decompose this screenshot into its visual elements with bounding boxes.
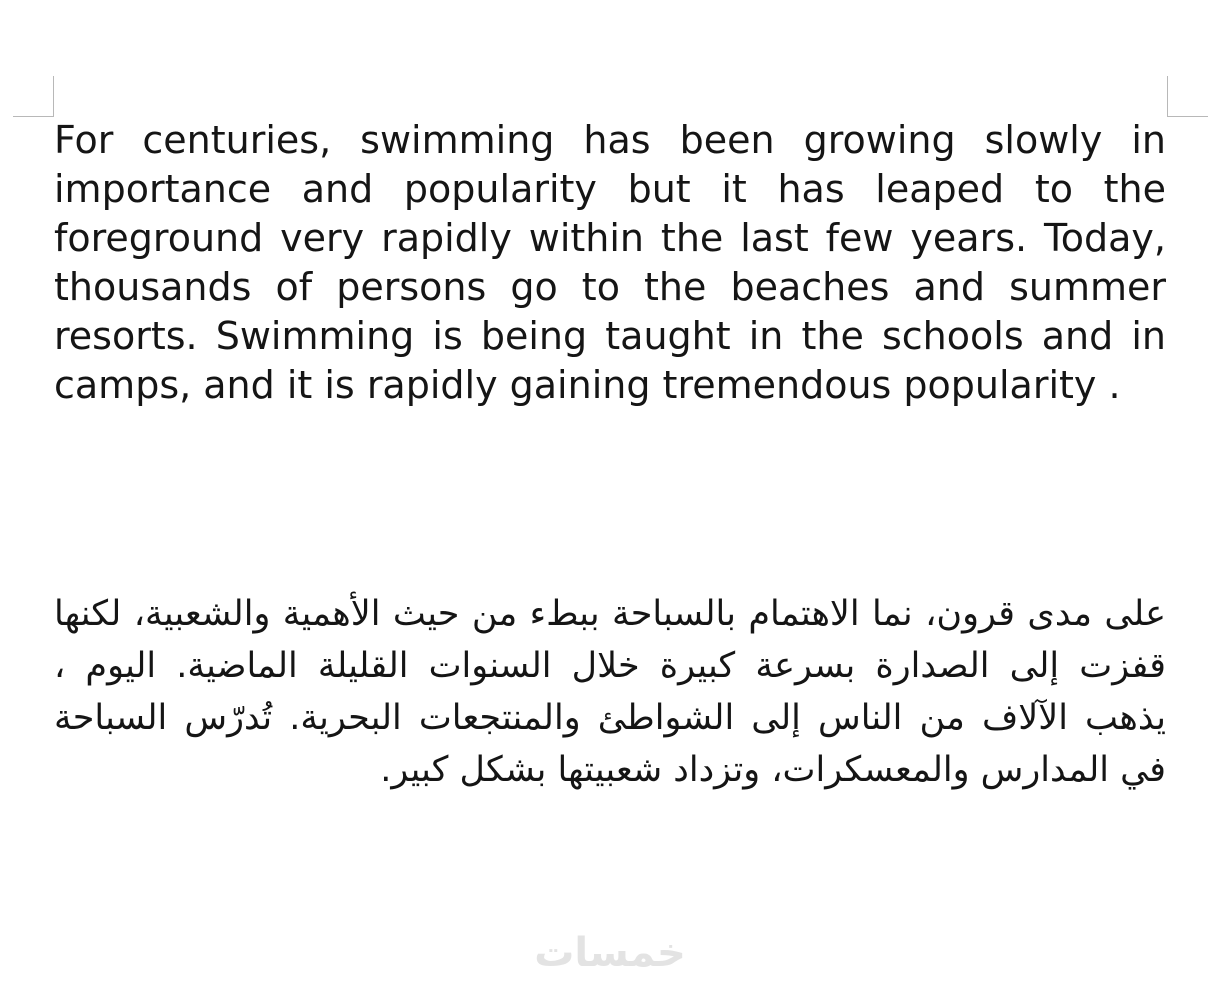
margin-corner-mark-top-right [1167, 76, 1208, 117]
margin-corner-mark-top-left [13, 76, 54, 117]
arabic-paragraph: على مدى قرون، نما الاهتمام بالسباحة ببطء من حيث الأهمية والشعبية، لكنها قفزت إلى الصدارة بسرعة كبيرة خلال السنوات القليلة الماضية. اليوم ، يذهب الآلاف من الناس إلى الشواطئ والمنتجعات البحرية. تُدرّس السباحة في المدارس والمعسكرات، وتزداد شعبيتها بشكل كبير. [54, 594, 1166, 790]
watermark-logo: خمسات [534, 930, 686, 976]
english-paragraph: For centuries, swimming has been growing slowly in importance and popularity but it has leaped to the foreground very rapidly within the last few years. Today, thousands of persons go to the beaches and summer resorts. Swimming is being taught in the schools and in camps, and it is rapidly gaining tremendous popularity . [54, 118, 1166, 407]
